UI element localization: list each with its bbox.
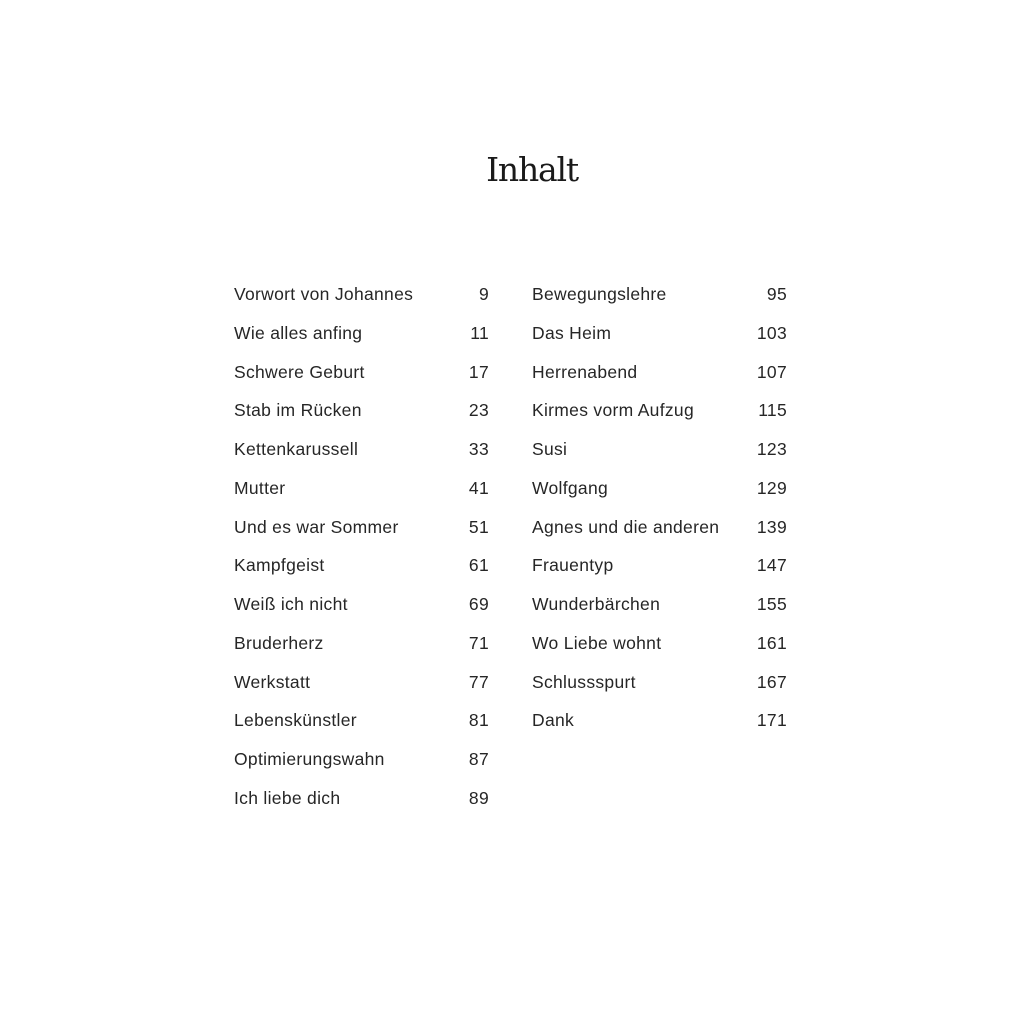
toc-entry-page: 23 <box>468 400 489 421</box>
toc-entry-page: 161 <box>756 632 787 653</box>
toc-entry <box>532 430 787 469</box>
toc-entry-page: 87 <box>468 749 489 769</box>
toc-entry-page: 95 <box>766 284 787 304</box>
toc-entry-title: Ich liebe dich <box>234 787 341 808</box>
toc-column-right <box>532 275 787 740</box>
toc-entry <box>234 663 489 702</box>
toc-entry <box>532 391 787 430</box>
toc-entry-page: 107 <box>756 361 787 382</box>
toc-entry-title: Schlussspurt <box>532 671 636 692</box>
toc-entry-title: Wo Liebe wohnt <box>532 632 662 653</box>
toc-entry <box>234 701 489 740</box>
toc-entry-page: 155 <box>756 594 787 614</box>
toc-entry-title: Wunderbärchen <box>532 594 661 614</box>
toc-entry <box>532 624 787 663</box>
toc-entry-title: Bruderherz <box>234 632 324 653</box>
toc-entry-page: 81 <box>468 710 489 731</box>
toc-entry-title: Mutter <box>234 477 286 498</box>
toc-entry <box>532 353 787 392</box>
toc-entry <box>532 663 787 702</box>
toc-entry-page: 51 <box>468 516 489 537</box>
page-title: Inhalt <box>486 150 578 189</box>
toc-entry-title: Weiß ich nicht <box>234 594 348 614</box>
toc-entry-title: Optimierungswahn <box>234 749 385 769</box>
toc-entry-title: Kampfgeist <box>234 555 325 576</box>
toc-entry-title: Frauentyp <box>532 555 614 576</box>
toc-entry <box>532 314 787 353</box>
toc-entry <box>532 508 787 547</box>
toc-entry <box>234 546 489 585</box>
toc-entry-page: 71 <box>468 632 489 653</box>
toc-entry-page: 147 <box>756 555 787 576</box>
toc-entry <box>532 469 787 508</box>
toc-entry-page: 167 <box>756 671 787 692</box>
toc-entry-title: Kettenkarussell <box>234 439 359 459</box>
toc-entry <box>234 430 489 469</box>
toc-entry <box>532 701 787 740</box>
toc-entry <box>234 624 489 663</box>
toc-entry-page: 77 <box>468 671 489 692</box>
toc-entry-page: 115 <box>758 400 787 421</box>
toc-entry-title: Bewegungslehre <box>532 284 667 304</box>
toc-entry-title: Das Heim <box>532 322 612 343</box>
toc-entry-page: 69 <box>468 594 489 614</box>
toc-entry <box>532 275 787 314</box>
toc-entry-page: 41 <box>468 477 489 498</box>
toc-entry-title: Stab im Rücken <box>234 400 362 421</box>
toc-entry-page: 61 <box>468 555 489 576</box>
toc-entry-page: 171 <box>756 710 787 731</box>
toc-entry-title: Agnes und die anderen <box>532 516 720 537</box>
toc-entry-page: 139 <box>756 516 787 537</box>
toc-entry-title: Vorwort von Johannes <box>234 284 414 304</box>
toc-entry-title: Kirmes vorm Aufzug <box>532 400 694 421</box>
toc-entry-title: Wie alles anfing <box>234 322 363 343</box>
toc-entry-page: 17 <box>468 361 489 382</box>
toc-entry-title: Lebenskünstler <box>234 710 357 731</box>
toc-column-left <box>234 275 489 818</box>
toc-entry-page: 89 <box>468 787 489 808</box>
toc-entry <box>532 585 787 624</box>
toc-entry <box>234 508 489 547</box>
toc-entry <box>234 469 489 508</box>
toc-entry-page: 129 <box>756 477 787 498</box>
toc-entry-title: Wolfgang <box>532 477 609 498</box>
toc-entry <box>234 314 489 353</box>
toc-entry <box>234 391 489 430</box>
toc-entry <box>234 275 489 314</box>
toc-entry-title: Dank <box>532 710 575 731</box>
toc-entry-page: 9 <box>478 284 489 304</box>
toc-entry-page: 123 <box>756 439 787 459</box>
toc-entry <box>234 779 489 818</box>
toc-entry-title: Und es war Sommer <box>234 516 399 537</box>
toc-entry <box>532 546 787 585</box>
toc-entry-title: Susi <box>532 439 568 459</box>
toc-entry-page: 33 <box>468 439 489 459</box>
toc-entry-page: 103 <box>756 322 787 343</box>
toc-entry-title: Herrenabend <box>532 361 638 382</box>
toc-entry <box>234 740 489 779</box>
toc-entry-page: 11 <box>470 322 489 343</box>
toc-entry-title: Werkstatt <box>234 671 311 692</box>
toc-entry <box>234 353 489 392</box>
toc-entry <box>234 585 489 624</box>
toc-entry-title: Schwere Geburt <box>234 361 365 382</box>
